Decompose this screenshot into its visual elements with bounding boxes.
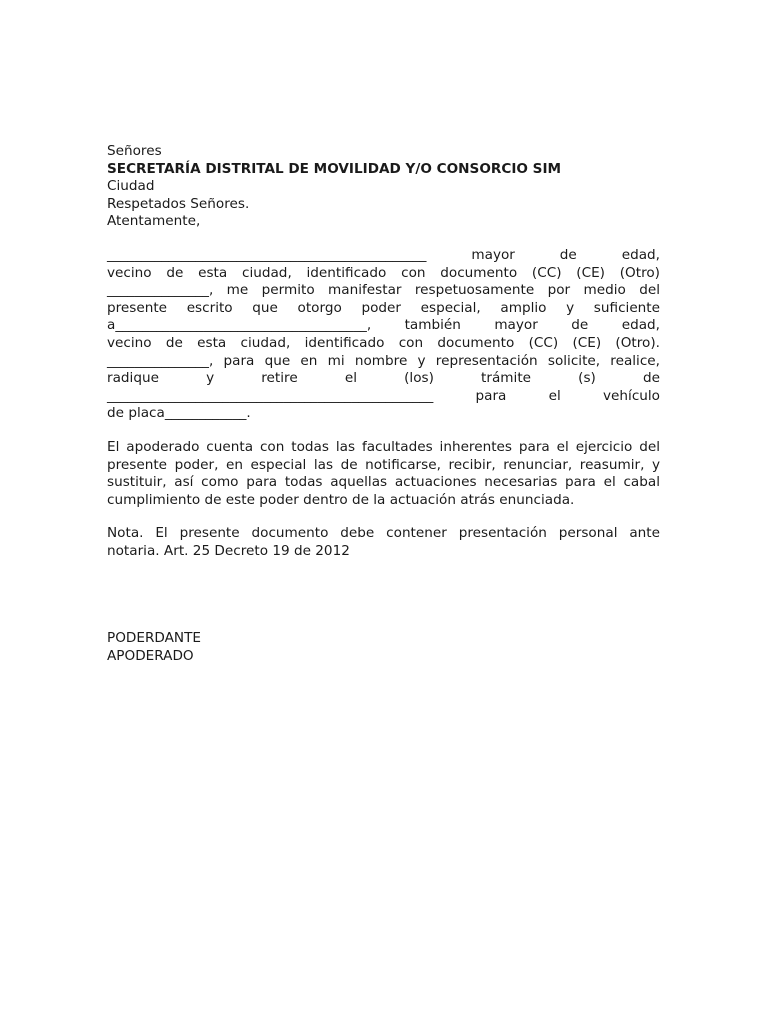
paragraph-line: de placa____________.	[107, 405, 251, 422]
paragraph-line: vecino de esta ciudad, identificado con documento (CC) (CE) (Otro)	[107, 264, 660, 281]
paragraph-line: vecino de esta ciudad, identificado con documento (CC) (CE) (Otro).	[107, 334, 660, 351]
salutation: Señores	[107, 143, 162, 159]
faculties-paragraph	[107, 439, 660, 509]
paragraph-line: Nota. El presente documento debe contener presentación personal ante	[107, 525, 660, 542]
closing-intro: Atentamente,	[107, 213, 201, 230]
paragraph-line: cumplimiento de este poder dentro de la actuación atrás enunciada.	[107, 491, 575, 508]
recipient-name: SECRETARÍA DISTRITAL DE MOVILIDAD Y/O CONSORCIO SIM	[107, 160, 562, 177]
paragraph-line: presente poder, en especial las de notificarse, recibir, renunciar, reasumir, y	[107, 456, 660, 473]
paragraph-line: ________________________________________________ para el vehículo	[107, 387, 660, 404]
paragraph-line: _______________, me permito manifestar respetuosamente por medio del	[107, 282, 660, 299]
paragraph-line: notaria. Art. 25 Decreto 19 de 2012	[107, 542, 350, 559]
attorney-signature-label: APODERADO	[107, 648, 194, 665]
paragraph-line: sustituir, así como para todas aquellas actuaciones necesarias para el cabal	[107, 474, 660, 491]
power-of-attorney-paragraph	[107, 247, 660, 423]
paragraph-line: _______________________________________________ mayor de edad,	[107, 246, 660, 263]
paragraph-line: _______________, para que en mi nombre y representación solicite, realice,	[107, 352, 660, 369]
paragraph-line: presente escrito que otorgo poder especial, amplio y suficiente	[107, 299, 660, 316]
paragraph-line: El apoderado cuenta con todas las facultades inherentes para el ejercicio del	[107, 438, 660, 455]
city-line: Ciudad	[107, 178, 155, 195]
letter-body	[107, 143, 660, 666]
paragraph-line: radique y retire el (los) trámite (s) de	[107, 370, 660, 387]
grantor-signature-label: PODERDANTE	[107, 630, 201, 647]
paragraph-line: a_____________________________________, también mayor de edad,	[107, 317, 660, 334]
greeting-line: Respetados Señores.	[107, 195, 250, 212]
note-paragraph	[107, 525, 660, 560]
